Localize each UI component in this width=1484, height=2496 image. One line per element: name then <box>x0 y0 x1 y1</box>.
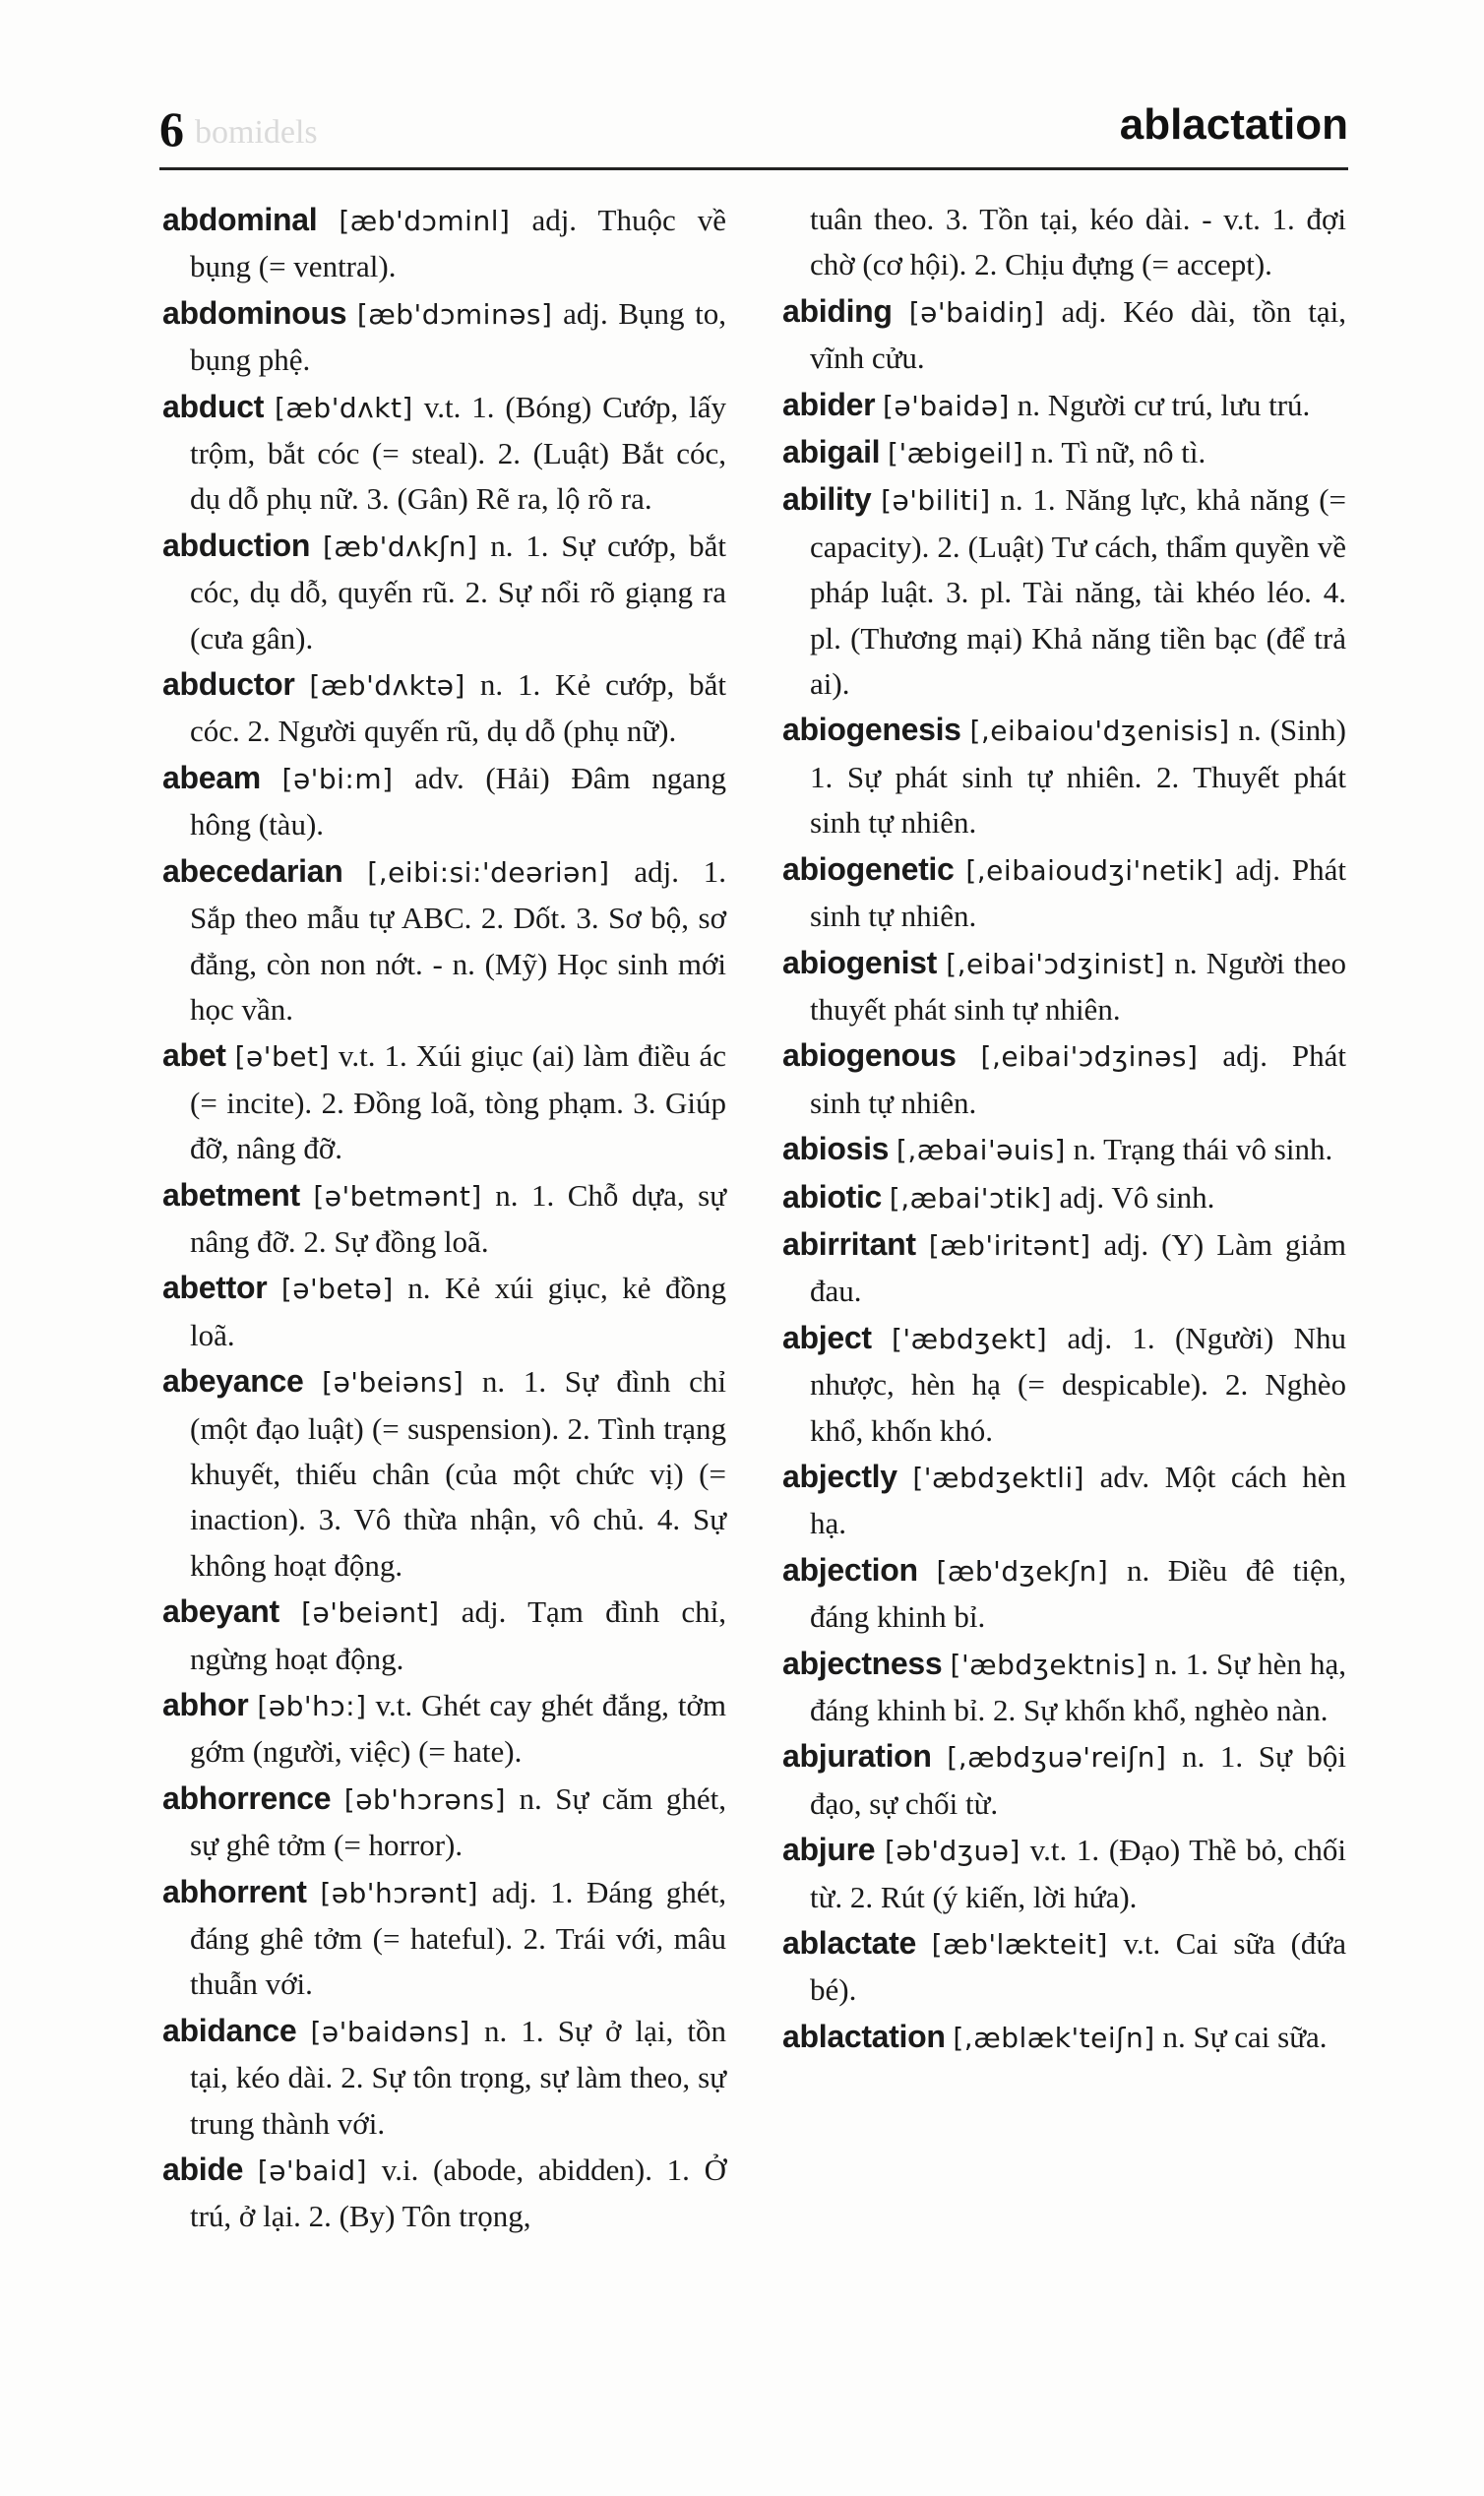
entry-definition: v.t. 1. (Bóng) Cướp, lấy trộm, bắt cóc (= steal). 2. (Luật) Bắt cóc, dụ dỗ phụ nữ. 3. (Gân) Rẽ ra, lộ rõ ra. <box>190 389 727 517</box>
entry-headword: abiosis <box>782 1131 890 1167</box>
entry-headword: abigail <box>782 434 881 470</box>
entry-pronunciation: [ə'beiəns] <box>322 1366 464 1400</box>
entry-pronunciation: [æb'lækteit] <box>931 1928 1108 1962</box>
entry-definition: n. 1. Sự ở lại, tồn tại, kéo dài. 2. Sự tôn trọng, sự làm theo, sự trung thành với. <box>190 2013 726 2141</box>
dictionary-entry <box>162 290 726 384</box>
entry-pronunciation: [,eibaiou'dʒenisis] <box>969 715 1230 748</box>
entry-pronunciation: [,æbdʒuə'reiʃn] <box>947 1741 1167 1775</box>
entry-definition: v.t. Ghét cay ghét đắng, tởm gớm (người, việc) (= hate). <box>190 1688 726 1770</box>
entry-definition: adj. Thuộc về bụng (= ventral). <box>190 203 727 284</box>
entry-pronunciation: [ə'biliti] <box>881 484 991 518</box>
dictionary-entry <box>162 197 726 290</box>
entry-headword: abjuration <box>782 1738 932 1775</box>
entry-pronunciation: [ə'bi:m] <box>281 762 394 795</box>
entry-pronunciation: [,eibai'ɔdʒinist] <box>946 947 1166 980</box>
entry-definition: n. Sự căm ghét, sự ghê tởm (= horror). <box>190 1780 727 1863</box>
dictionary-entry <box>162 1682 726 1776</box>
entry-headword: abidance <box>162 2012 297 2048</box>
entry-definition: adj. 1. (Người) Nhu nhược, hèn hạ (= despicable). 2. Nghèo khổ, khốn khó. <box>810 1320 1347 1448</box>
entry-definition: adj. Bụng to, bụng phệ. <box>190 295 726 378</box>
entry-headword: abecedarian <box>162 852 343 889</box>
dictionary-entry <box>162 661 726 755</box>
entry-definition: v.i. (abode, abidden). 1. Ở trú, ở lại. 2. (By) Tôn trọng, <box>190 2153 726 2234</box>
entry-headword: abhorrent <box>162 1873 307 1909</box>
dictionary-entry <box>162 523 726 661</box>
entry-pronunciation: ['æbdʒektnis] <box>950 1648 1147 1681</box>
dictionary-entry <box>782 1920 1346 2014</box>
entry-definition: adj. Kéo dài, tồn tại, vĩnh cửu. <box>810 293 1347 376</box>
entry-headword: abeyance <box>162 1363 304 1400</box>
entry-pronunciation: [æb'dɔminəs] <box>356 297 553 331</box>
entry-pronunciation: [ə'betə] <box>280 1273 394 1306</box>
entry-definition: adv. Một cách hèn hạ. <box>810 1459 1347 1541</box>
entry-pronunciation: [ə'beiənt] <box>301 1596 440 1630</box>
entry-definition: n. 1. Sự cướp, bắt cóc, dụ dỗ, quyến rũ. 2. Sự nổi rõ giạng ra (cưa gân). <box>190 528 727 655</box>
entry-pronunciation: ['æbigeil] <box>888 437 1024 470</box>
dictionary-entry <box>782 1827 1346 1920</box>
entry-pronunciation: [əb'hɔrəns] <box>343 1782 507 1816</box>
entry-headword: abider <box>782 386 876 422</box>
dictionary-entry <box>782 1032 1346 1126</box>
dictionary-entry <box>782 940 1346 1033</box>
entry-definition: n. (Sinh) 1. Sự phát sinh tự nhiên. 2. Thuyết phát sinh tự nhiên. <box>810 713 1346 841</box>
dictionary-entry <box>782 1733 1346 1827</box>
entry-definition: adj. 1. Đáng ghét, đáng ghê tởm (= hateful). 2. Trái với, mâu thuẫn với. <box>190 1874 727 2002</box>
dictionary-entry <box>782 1174 1346 1221</box>
entry-pronunciation: [ə'betmənt] <box>313 1179 482 1213</box>
entry-pronunciation: [,eibaioudʒi'netik] <box>965 853 1224 887</box>
entry-definition: tuân theo. 3. Tồn tại, kéo dài. - v.t. 1. đợi chờ (cơ hội). 2. Chịu đựng (= accept). <box>810 202 1346 282</box>
entry-definition: n. 1. Kẻ cướp, bắt cóc. 2. Người quyến rũ, dụ dỗ (phụ nữ). <box>190 667 727 749</box>
entry-pronunciation: [æb'dʒekʃn] <box>936 1554 1109 1588</box>
bleed-through-text: bomidels <box>195 114 318 151</box>
entry-headword: abide <box>162 2152 244 2188</box>
entry-headword: abjection <box>782 1551 918 1588</box>
dictionary-entry <box>162 1869 726 2008</box>
entry-pronunciation: [ə'baidə] <box>882 389 1010 422</box>
entry-definition: adj. Vô sinh. <box>1059 1179 1215 1215</box>
entry-definition: n. Tì nữ, nô tì. <box>1030 435 1206 470</box>
dictionary-entry <box>162 2008 726 2147</box>
entry-definition: n. 1. Chỗ dựa, sự nâng đỡ. 2. Sự đồng loã. <box>190 1177 726 1259</box>
dictionary-entry <box>782 288 1346 382</box>
dictionary-entry <box>782 1641 1346 1734</box>
dictionary-entry <box>782 1454 1346 1547</box>
guide-word: ablactation <box>1119 100 1348 149</box>
entry-headword: abiogenetic <box>782 850 955 887</box>
dictionary-entry <box>162 2147 726 2240</box>
entry-pronunciation: [,eibi:si:'deəriən] <box>367 855 610 889</box>
entry-headword: ability <box>782 481 872 518</box>
entry-headword: abhor <box>162 1687 249 1722</box>
entry-pronunciation: [ə'baid] <box>257 2154 368 2188</box>
dictionary-entry <box>782 197 1346 288</box>
entry-pronunciation: [,eibai'ɔdʒinəs] <box>980 1040 1199 1074</box>
entry-headword: abiding <box>782 292 893 329</box>
entry-definition: n. 1. Sự đình chỉ (một đạo luật) (= suspension). 2. Tình trạng khuyết, thiếu chân (của một chức vị) (= inaction). 3. Vô thừa nhận, vô chủ. 4. Sự không hoạt động. <box>190 1364 727 1583</box>
entry-definition: adj. (Y) Làm giảm đau. <box>810 1226 1347 1309</box>
entry-definition: n. Kẻ xúi giục, kẻ đồng loã. <box>190 1271 727 1352</box>
dictionary-entry <box>782 429 1346 476</box>
entry-pronunciation: ['æbdʒektli] <box>912 1461 1085 1494</box>
entry-definition: adj. Phát sinh tự nhiên. <box>810 851 1346 934</box>
entry-headword: abdominous <box>162 294 347 331</box>
page-header <box>159 91 1348 170</box>
entry-headword: abjectly <box>782 1458 897 1494</box>
entry-pronunciation: [ə'baidəns] <box>310 2015 470 2048</box>
dictionary-entry <box>782 2014 1346 2061</box>
entry-headword: abjectness <box>782 1645 943 1681</box>
page-number: 6 <box>159 101 184 156</box>
entry-headword: abject <box>782 1319 872 1355</box>
entry-pronunciation: [æb'dʌkʃn] <box>322 530 478 563</box>
entry-definition: adj. Tạm đình chỉ, ngừng hoạt động. <box>190 1594 727 1676</box>
entry-headword: abdominal <box>162 202 318 237</box>
entry-definition: v.t. Cai sữa (đứa bé). <box>810 1926 1346 2008</box>
entry-headword: abiogenesis <box>782 712 961 748</box>
entry-pronunciation: [ə'bet] <box>234 1040 330 1074</box>
entry-pronunciation: [,æbai'əuis] <box>896 1134 1066 1167</box>
dictionary-entry <box>782 1221 1346 1315</box>
dictionary-entry <box>782 1126 1346 1173</box>
left-column <box>162 197 726 2240</box>
entry-headword: ablactation <box>782 2018 946 2054</box>
entry-pronunciation: [æb'dʌkt] <box>275 391 413 424</box>
dictionary-entry <box>162 384 726 523</box>
entry-definition: n. Người theo thuyết phát sinh tự nhiên. <box>810 945 1347 1027</box>
entry-pronunciation: [ə'baidiŋ] <box>908 295 1045 329</box>
entry-definition: n. 1. Sự bội đạo, sự chối từ. <box>810 1739 1346 1821</box>
entry-headword: abet <box>162 1037 226 1074</box>
entry-headword: abiogenist <box>782 944 938 980</box>
dictionary-entry <box>782 846 1346 940</box>
entry-headword: abhorrence <box>162 1779 332 1816</box>
dictionary-entry <box>782 476 1346 707</box>
dictionary-entry <box>782 1547 1346 1641</box>
entry-definition: n. Người cư trú, lưu trú. <box>1017 387 1311 422</box>
entry-headword: abeam <box>162 759 261 795</box>
entry-definition: adj. 1. Sắp theo mẫu tự ABC. 2. Dốt. 3. Sơ bộ, sơ đẳng, còn non nớt. - n. (Mỹ) Học sinh mới học vần. <box>190 853 727 1027</box>
entry-definition: adj. Phát sinh tự nhiên. <box>810 1038 1347 1120</box>
entry-headword: abetment <box>162 1176 300 1213</box>
entry-pronunciation: [æb'dʌktə] <box>309 669 465 703</box>
entry-definition: n. Sự cai sữa. <box>1162 2019 1328 2054</box>
entry-definition: v.t. 1. (Đạo) Thề bỏ, chối từ. 2. Rút (ý kiến, lời hứa). <box>810 1833 1347 1914</box>
entry-headword: abduction <box>162 527 311 563</box>
entry-headword: abiogenous <box>782 1037 957 1074</box>
entry-headword: abeyant <box>162 1593 279 1630</box>
dictionary-entry <box>162 1265 726 1358</box>
dictionary-entry <box>162 1358 726 1589</box>
entry-headword: abettor <box>162 1270 268 1306</box>
dictionary-entry <box>782 382 1346 429</box>
entry-definition: n. 1. Năng lực, khả năng (= capacity). 2. (Luật) Tư cách, thẩm quyền về pháp luật. 3. pl. Tài năng, tài khéo léo. 4. pl. (Thương mại) Khả năng tiền bạc (để trả ai). <box>810 482 1347 702</box>
entry-headword: abjure <box>782 1832 876 1868</box>
entry-pronunciation: [əb'hɔ:] <box>257 1690 367 1722</box>
entry-pronunciation: [əb'dʒuə] <box>884 1835 1020 1868</box>
entry-pronunciation: [,æblæk'teiʃn] <box>953 2021 1155 2054</box>
entry-pronunciation: [æb'iritənt] <box>928 1228 1091 1262</box>
entry-definition: adv. (Hải) Đâm ngang hông (tàu). <box>190 760 726 842</box>
dictionary-entry <box>162 1589 726 1682</box>
entry-definition: n. 1. Sự hèn hạ, đáng khinh bỉ. 2. Sự khốn khổ, nghèo nàn. <box>810 1646 1347 1727</box>
right-column <box>782 197 1346 2061</box>
dictionary-entry <box>162 1032 726 1171</box>
entry-headword: abduct <box>162 388 265 424</box>
dictionary-entry <box>162 848 726 1033</box>
entry-pronunciation: [,æbai'ɔtik] <box>889 1181 1052 1215</box>
entry-definition: n. Trạng thái vô sinh. <box>1073 1132 1333 1167</box>
dictionary-entry <box>162 1172 726 1266</box>
entry-definition: n. Điều đê tiện, đáng khinh bỉ. <box>810 1552 1346 1635</box>
entry-pronunciation: [əb'hɔrənt] <box>320 1876 479 1909</box>
entry-pronunciation: ['æbdʒekt] <box>892 1322 1048 1355</box>
dictionary-entry <box>782 1315 1346 1454</box>
entry-headword: abductor <box>162 666 295 703</box>
entry-headword: ablactate <box>782 1925 917 1962</box>
entry-headword: abiotic <box>782 1178 883 1215</box>
entry-pronunciation: [æb'dɔminl] <box>339 205 511 237</box>
entry-definition: v.t. 1. Xúi giục (ai) làm điều ác (= incite). 2. Đồng loã, tòng phạm. 3. Giúp đỡ, nâng đỡ. <box>190 1038 727 1166</box>
dictionary-entry <box>162 1776 726 1869</box>
dictionary-entry <box>782 707 1346 845</box>
entry-headword: abirritant <box>782 1225 916 1262</box>
dictionary-entry <box>162 755 726 848</box>
